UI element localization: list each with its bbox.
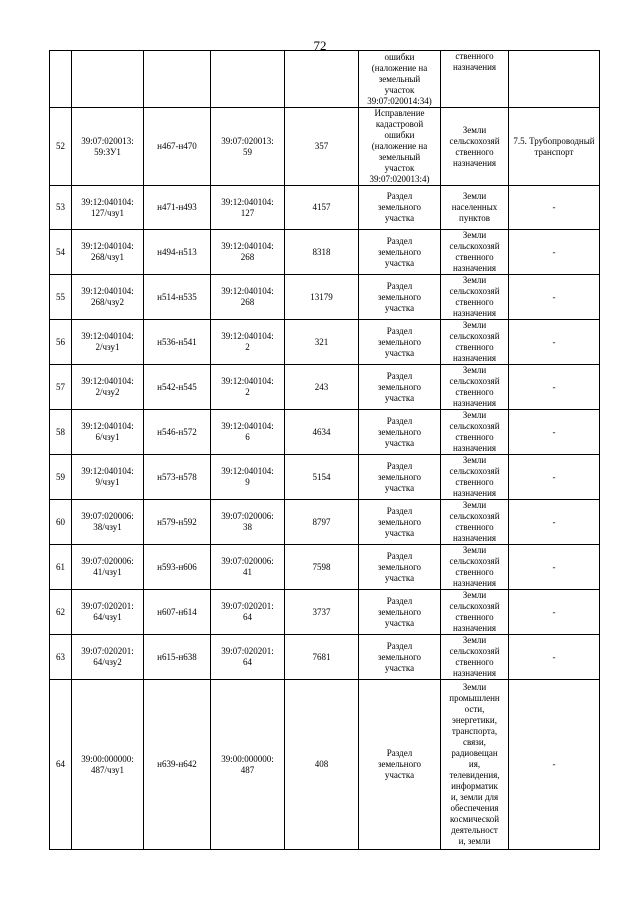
operation: Раздел земельного участка — [359, 680, 441, 850]
area: 243 — [285, 365, 359, 410]
source-cadastral-number: 39:07:020006: 41 — [211, 545, 285, 590]
land-category: Земли сельскохозяй ственного назначения — [441, 545, 509, 590]
permitted-use: - — [509, 680, 600, 850]
boundary-points: н542-н545 — [144, 365, 211, 410]
land-category: Земли сельскохозяй ственного назначения — [441, 275, 509, 320]
permitted-use: - — [509, 500, 600, 545]
operation: Исправление кадастровой ошибки (наложение на земельный участок 39:07:020013:4) — [359, 108, 441, 186]
new-cadastral-number: 39:07:020006: 38/чзу1 — [72, 500, 144, 545]
source-cadastral-number: 39:07:020201: 64 — [211, 635, 285, 680]
land-category: Земли сельскохозяй ственного назначения — [441, 590, 509, 635]
table-row — [50, 500, 600, 545]
table-row — [50, 680, 600, 850]
row-number: 55 — [50, 275, 72, 320]
new-cadastral-number: 39:07:020006: 41/чзу1 — [72, 545, 144, 590]
source-cadastral-number: 39:12:040104: 2 — [211, 320, 285, 365]
permitted-use — [509, 51, 600, 108]
source-cadastral-number: 39:00:000000: 487 — [211, 680, 285, 850]
new-cadastral-number: 39:12:040104: 268/чзу1 — [72, 230, 144, 275]
land-category: Земли сельскохозяй ственного назначения — [441, 365, 509, 410]
table-row — [50, 186, 600, 230]
table-row — [50, 51, 600, 108]
land-category: Земли сельскохозяй ственного назначения — [441, 230, 509, 275]
operation: Раздел земельного участка — [359, 455, 441, 500]
permitted-use: - — [509, 186, 600, 230]
source-cadastral-number: 39:12:040104: 6 — [211, 410, 285, 455]
area: 7681 — [285, 635, 359, 680]
land-category: Земли сельскохозяй ственного назначения — [441, 500, 509, 545]
source-cadastral-number: 39:07:020006: 38 — [211, 500, 285, 545]
new-cadastral-number: 39:07:020201: 64/чзу1 — [72, 590, 144, 635]
table-row — [50, 590, 600, 635]
permitted-use: 7.5. Трубопроводный транспорт — [509, 108, 600, 186]
table-row — [50, 365, 600, 410]
permitted-use: - — [509, 410, 600, 455]
new-cadastral-number: 39:07:020201: 64/чзу2 — [72, 635, 144, 680]
permitted-use: - — [509, 230, 600, 275]
operation: Раздел земельного участка — [359, 275, 441, 320]
area: 4634 — [285, 410, 359, 455]
row-number: 53 — [50, 186, 72, 230]
row-number: 62 — [50, 590, 72, 635]
boundary-points: н494-н513 — [144, 230, 211, 275]
operation: Раздел земельного участка — [359, 545, 441, 590]
permitted-use: - — [509, 365, 600, 410]
operation: Раздел земельного участка — [359, 320, 441, 365]
boundary-points: н607-н614 — [144, 590, 211, 635]
permitted-use: - — [509, 320, 600, 365]
new-cadastral-number: 39:12:040104: 6/чзу1 — [72, 410, 144, 455]
permitted-use: - — [509, 545, 600, 590]
page-number: 72 — [313, 38, 327, 53]
new-cadastral-number: 39:07:020013: 59:ЗУ1 — [72, 108, 144, 186]
area: 321 — [285, 320, 359, 365]
table-row — [50, 635, 600, 680]
area: 408 — [285, 680, 359, 850]
boundary-points: н471-н493 — [144, 186, 211, 230]
land-category: Земли сельскохозяй ственного назначения — [441, 455, 509, 500]
permitted-use: - — [509, 635, 600, 680]
source-cadastral-number: 39:12:040104: 127 — [211, 186, 285, 230]
area: 357 — [285, 108, 359, 186]
table-row — [50, 275, 600, 320]
source-cadastral-number: 39:12:040104: 268 — [211, 230, 285, 275]
table-body — [50, 51, 600, 850]
boundary-points: н579-н592 — [144, 500, 211, 545]
operation: Раздел земельного участка — [359, 410, 441, 455]
table-row — [50, 410, 600, 455]
boundary-points: н593-н606 — [144, 545, 211, 590]
row-number: 58 — [50, 410, 72, 455]
operation: Раздел земельного участка — [359, 230, 441, 275]
boundary-points: н573-н578 — [144, 455, 211, 500]
row-number — [50, 51, 72, 108]
boundary-points: н514-н535 — [144, 275, 211, 320]
boundary-points: н639-н642 — [144, 680, 211, 850]
row-number: 63 — [50, 635, 72, 680]
area: 8318 — [285, 230, 359, 275]
new-cadastral-number: 39:12:040104: 2/чзу2 — [72, 365, 144, 410]
row-number: 60 — [50, 500, 72, 545]
land-category: Земли населенных пунктов — [441, 186, 509, 230]
table-row — [50, 320, 600, 365]
table-row — [50, 230, 600, 275]
area: 5154 — [285, 455, 359, 500]
land-category: Земли сельскохозяй ственного назначения — [441, 410, 509, 455]
new-cadastral-number: 39:12:040104: 2/чзу1 — [72, 320, 144, 365]
table-row — [50, 108, 600, 186]
operation: Раздел земельного участка — [359, 590, 441, 635]
operation: Раздел земельного участка — [359, 500, 441, 545]
row-number: 59 — [50, 455, 72, 500]
permitted-use: - — [509, 275, 600, 320]
area: 7598 — [285, 545, 359, 590]
row-number: 57 — [50, 365, 72, 410]
operation: Раздел земельного участка — [359, 635, 441, 680]
land-category: Земли сельскохозяй ственного назначения — [441, 108, 509, 186]
new-cadastral-number — [72, 51, 144, 108]
new-cadastral-number: 39:00:000000: 487/чзу1 — [72, 680, 144, 850]
source-cadastral-number: 39:07:020013: 59 — [211, 108, 285, 186]
area: 13179 — [285, 275, 359, 320]
row-number: 54 — [50, 230, 72, 275]
operation: ошибки (наложение на земельный участок 39:07:020014:34) — [359, 51, 441, 108]
area: 3737 — [285, 590, 359, 635]
source-cadastral-number: 39:12:040104: 2 — [211, 365, 285, 410]
row-number: 52 — [50, 108, 72, 186]
boundary-points: н615-н638 — [144, 635, 211, 680]
permitted-use: - — [509, 455, 600, 500]
land-category: ственного назначения — [441, 51, 509, 108]
operation: Раздел земельного участка — [359, 365, 441, 410]
row-number: 56 — [50, 320, 72, 365]
source-cadastral-number: 39:12:040104: 268 — [211, 275, 285, 320]
area — [285, 51, 359, 108]
table-row — [50, 545, 600, 590]
row-number: 64 — [50, 680, 72, 850]
boundary-points — [144, 51, 211, 108]
land-category: Земли промышленн ости, энергетики, транспорта, связи, радиовещан ия, телевидения, информатик и, земли для обеспечения космической деятельност и, земли — [441, 680, 509, 850]
area: 8797 — [285, 500, 359, 545]
boundary-points: н536-н541 — [144, 320, 211, 365]
boundary-points: н467-н470 — [144, 108, 211, 186]
area: 4157 — [285, 186, 359, 230]
boundary-points: н546-н572 — [144, 410, 211, 455]
source-cadastral-number: 39:07:020201: 64 — [211, 590, 285, 635]
table-row — [50, 455, 600, 500]
new-cadastral-number: 39:12:040104: 268/чзу2 — [72, 275, 144, 320]
row-number: 61 — [50, 545, 72, 590]
permitted-use: - — [509, 590, 600, 635]
operation: Раздел земельного участка — [359, 186, 441, 230]
land-category: Земли сельскохозяй ственного назначения — [441, 635, 509, 680]
source-cadastral-number: 39:12:040104: 9 — [211, 455, 285, 500]
source-cadastral-number — [211, 51, 285, 108]
land-plots-table — [49, 50, 600, 850]
land-category: Земли сельскохозяй ственного назначения — [441, 320, 509, 365]
new-cadastral-number: 39:12:040104: 127/чзу1 — [72, 186, 144, 230]
new-cadastral-number: 39:12:040104: 9/чзу1 — [72, 455, 144, 500]
